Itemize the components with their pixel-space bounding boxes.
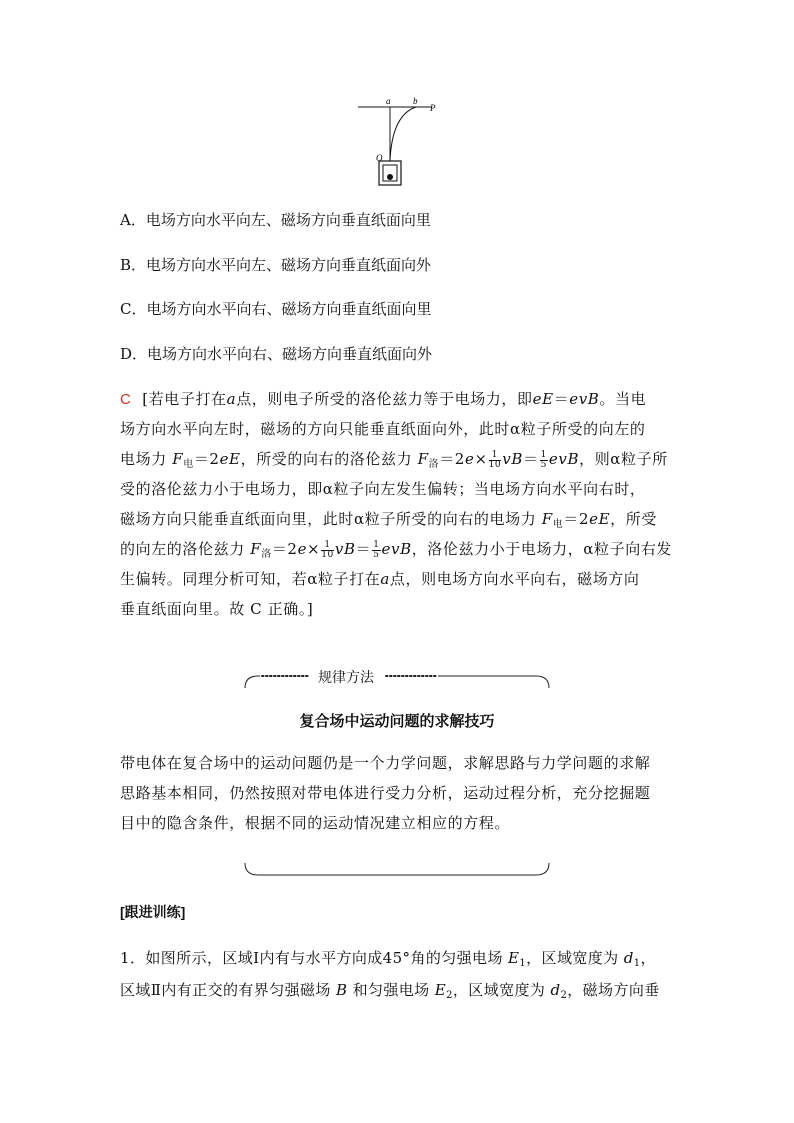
option-b: B．电场方向水平向左、磁场方向垂直纸面向外 (120, 256, 432, 274)
method-box-label: 规律方法 (318, 669, 374, 685)
method-box-top-left-bracket (245, 676, 260, 688)
answer-line-3: 电场力 $F_电=2eE$，所受的向右的洛伦兹力 $F_洛=2e\times$ $\frac{1}{10}$ vB＝ $\frac{1}{5}$ evB，则α粒子所 (120, 449, 668, 470)
fraction-1-10: $\frac{1}{10}$ (488, 449, 502, 470)
method-box-body (120, 748, 680, 838)
method-line-2: 思路基本相同，仍然按照对带电体进行受力分析，运动过程分析，充分挖掘题 (120, 784, 651, 802)
method-line-1: 带电体在复合场中的运动问题仍是一个力学问题，求解思路与力学问题的求解 (120, 754, 651, 772)
option-a: A．电场方向水平向左、磁场方向垂直纸面向里 (120, 211, 431, 229)
option-c: C．电场方向水平向右、磁场方向垂直纸面向里 (120, 300, 432, 318)
answer-line-4: 受的洛伦兹力小于电场力，即α粒子向左发生偏转；当电场方向水平向右时， (120, 480, 646, 498)
answer-choice: C (120, 391, 132, 408)
answer-line-2: 场方向水平向左时，磁场的方向只能垂直纸面向外，此时α粒子所受的向左的 (120, 420, 646, 438)
question-1-line-1: 1．如图所示，区域Ⅰ内有与水平方向成45°角的匀强电场 $E_1$，区域宽度为 $d_1$， (120, 949, 656, 969)
fraction-1-5: $\frac{1}{5}$ (540, 449, 547, 470)
question-1-line-2: 区域Ⅱ内有正交的有界匀强磁场 B 和匀强电场 $E_2$，区域宽度为 $d_2$，磁场方向垂 (120, 981, 660, 1001)
answer-explanation (120, 384, 680, 624)
question-1 (120, 942, 680, 1006)
answer-line-5: 磁场方向只能垂直纸面向里，此时α粒子所受的向右的电场力 $F_电=2eE$，所受 (120, 510, 657, 530)
answer-line-7: 生偏转。同理分析可知，若α粒子打在a点，则电场方向水平向右，磁场方向 (120, 570, 640, 588)
deflection-figure (350, 95, 450, 190)
deflected-trajectory (390, 107, 416, 161)
method-box-bottom-bracket (245, 863, 549, 875)
label-b: b (413, 96, 418, 106)
label-p: P (430, 103, 436, 113)
label-o: O (376, 153, 383, 163)
answer-line-1: C [若电子打在a点，则电子所受的洛伦兹力等于电场力，即eE＝evB。当电 (120, 390, 647, 408)
source-dot (387, 174, 393, 180)
fraction-1-5-b: $\frac{1}{5}$ (373, 539, 380, 560)
method-box-top-right-bracket (438, 676, 549, 688)
fraction-1-10-b: $\frac{1}{10}$ (321, 539, 334, 560)
label-a: a (386, 96, 391, 106)
training-tag: [跟进训练] (120, 904, 186, 920)
method-line-3: 目中的隐含条件，根据不同的运动情况建立相应的方程。 (120, 814, 511, 832)
answer-line-8: 垂直纸面向里。故 C 正确。] (120, 600, 314, 618)
answer-line-6: 的向左的洛伦兹力 $F_洛=2e\times$ $\frac{1}{10}$ vB＝ $\frac{1}{5}$ evB，洛伦兹力小于电场力，α粒子向右发 (120, 539, 673, 560)
option-d: D．电场方向水平向右、磁场方向垂直纸面向外 (120, 345, 433, 363)
method-box-title: 复合场中运动问题的求解技巧 (299, 713, 495, 730)
